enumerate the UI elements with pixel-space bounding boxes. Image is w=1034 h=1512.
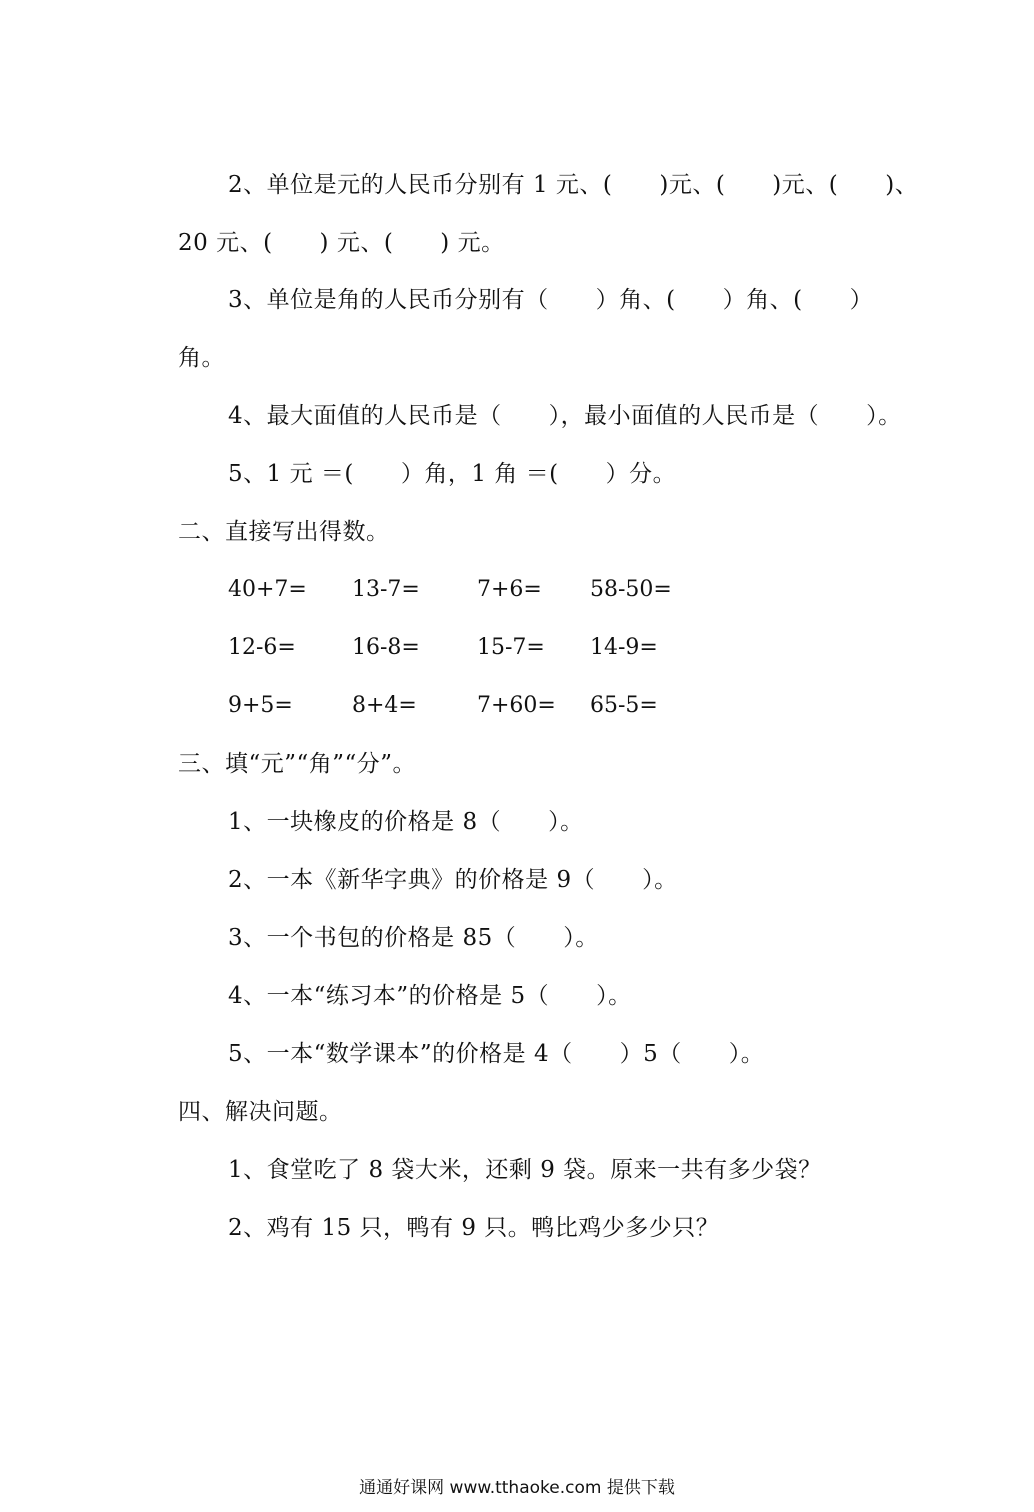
fill-unit-item-4: 4、一本“练习本”的价格是 5（ ）。 <box>228 983 632 1009</box>
section-2-title: 二、直接写出得数。 <box>178 519 390 545</box>
word-problem-1: 1、食堂吃了 8 袋大米，还剩 9 袋。原来一共有多少袋？ <box>228 1157 822 1183</box>
calc-item: 14-9= <box>590 635 658 660</box>
calc-item: 65-5= <box>590 693 658 718</box>
calc-item: 58-50= <box>590 577 672 602</box>
fill-unit-item-2: 2、一本《新华字典》的价格是 9（ ）。 <box>228 867 678 893</box>
fill-unit-item-3: 3、一个书包的价格是 85（ ）。 <box>228 925 599 951</box>
calc-item: 9+5= <box>228 693 293 718</box>
question-2-line-2: 20 元、( ) 元、( ) 元。 <box>178 230 505 256</box>
question-3-line-2: 角。 <box>178 345 225 371</box>
calc-item: 12-6= <box>228 635 296 660</box>
section-4-title: 四、解决问题。 <box>178 1099 343 1125</box>
calc-item: 7+6= <box>477 577 542 602</box>
calc-item: 40+7= <box>228 577 307 602</box>
calc-item: 16-8= <box>352 635 420 660</box>
question-5: 5、1 元 ＝( ）角，1 角 ＝( ）分。 <box>228 461 677 487</box>
fill-unit-item-5: 5、一本“数学课本”的价格是 4（ ）5（ ）。 <box>228 1041 765 1067</box>
fill-unit-item-1: 1、一块橡皮的价格是 8（ ）。 <box>228 809 584 835</box>
section-3-title: 三、填“元”“角”“分”。 <box>178 751 417 777</box>
word-problem-2: 2、鸡有 15 只，鸭有 9 只。鸭比鸡少多少只？ <box>228 1215 720 1241</box>
calc-item: 13-7= <box>352 577 420 602</box>
footer-source: 通通好课网 www.tthaoke.com 提供下载 <box>359 1478 675 1498</box>
question-4: 4、最大面值的人民币是（ ），最小面值的人民币是（ ）。 <box>228 403 902 429</box>
calc-item: 7+60= <box>477 693 556 718</box>
question-2-line-1: 2、单位是元的人民币分别有 1 元、( )元、( )元、( )、 <box>228 172 919 198</box>
calc-item: 15-7= <box>477 635 545 660</box>
calc-item: 8+4= <box>352 693 417 718</box>
question-3-line-1: 3、单位是角的人民币分别有（ ）角、( ）角、( ） <box>228 287 874 313</box>
